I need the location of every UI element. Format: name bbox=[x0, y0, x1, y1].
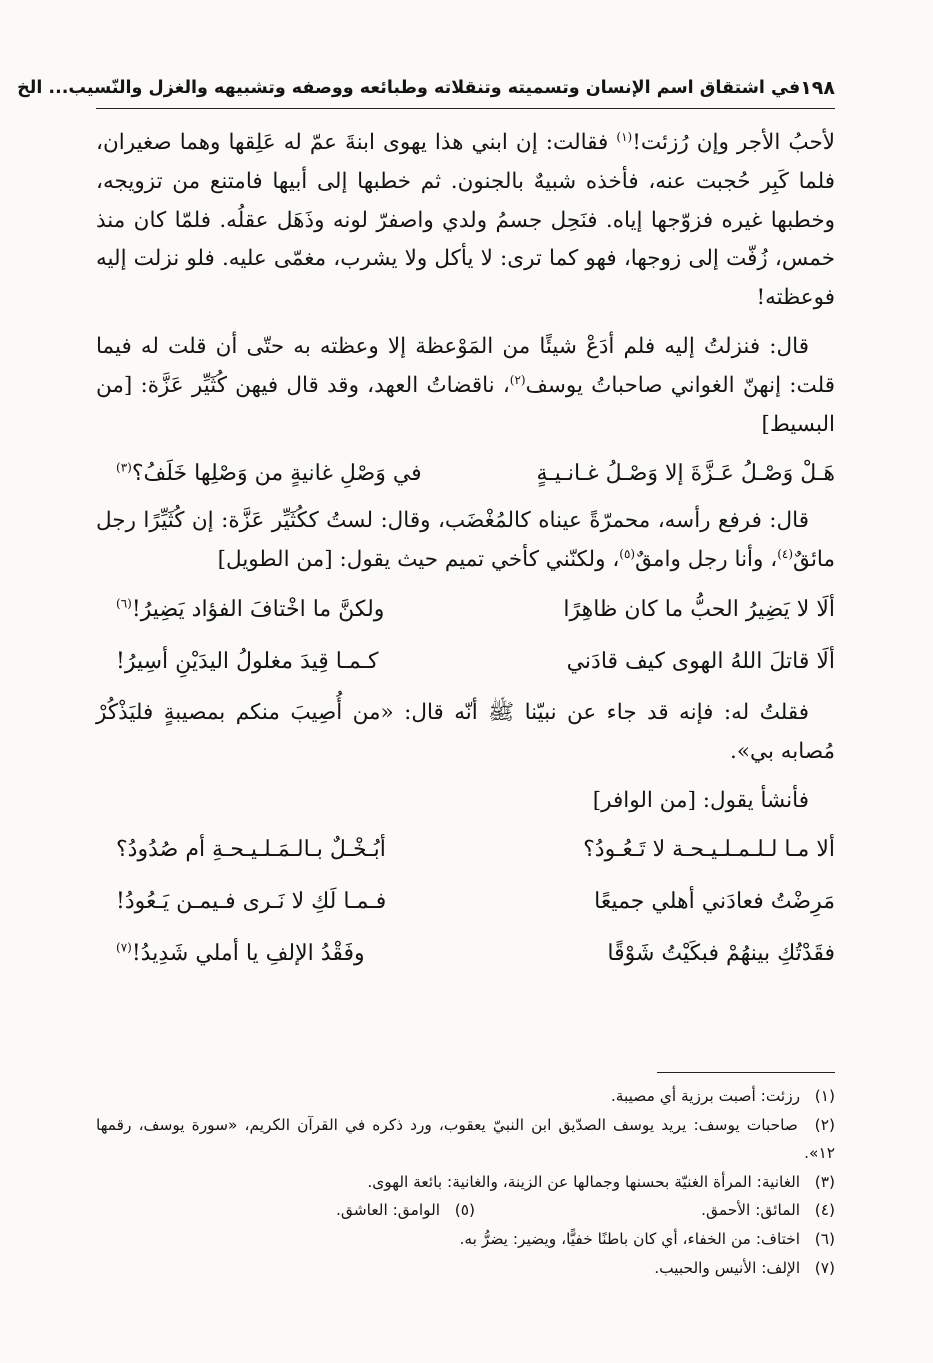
footnote-pair bbox=[96, 1196, 835, 1225]
paragraph-text: قال: فرفع رأسه، محمرّةً عيناه كالمُغْضَب، وقال: لستُ ككُثَيِّر عَزَّة: إن كُثَيِّرًا رجل مائقٌ bbox=[96, 508, 835, 573]
footnote-2 bbox=[96, 1111, 835, 1168]
verse-line-2 bbox=[96, 590, 835, 630]
footnote-3 bbox=[96, 1168, 835, 1197]
paragraph-text: ، وأنا رجل وامقٌ bbox=[635, 547, 778, 573]
footnote-number: (٢) bbox=[814, 1115, 835, 1134]
footnote-text: الإلف: الأنيس والحبيب. bbox=[654, 1258, 801, 1277]
footnote-text: المائق: الأحمق. bbox=[701, 1201, 801, 1220]
verse-hemistich-first: فقَدْتُكِ بينهُمْ فبكَيْتُ شَوْقًا bbox=[607, 941, 835, 967]
verse-line-4 bbox=[96, 830, 835, 870]
paragraph-text: لأحبُ الأجر وإن رُزئت! bbox=[632, 130, 835, 155]
verse-hemistich-first: ألَا لا يَضِيرُ الحبُّ ما كان ظاهِرًا bbox=[563, 596, 835, 622]
verse-block-1 bbox=[96, 590, 835, 682]
footnote-text: صاحبات يوسف: يريد يوسف الصدّيق ابن النبيّ يعقوب، ورد ذكره في القرآن الكريم، «سورة يوسف، رقمها ١٢». bbox=[96, 1115, 835, 1163]
page-number: ١٩٨ bbox=[800, 77, 835, 99]
footnote-number: (٧) bbox=[814, 1258, 835, 1277]
footnote-rule bbox=[657, 1072, 835, 1073]
verse-hemistich-first: ألا مـا لـلـمـلـيـحـة لا تَـعُـودُ؟ bbox=[583, 837, 835, 863]
footnote-number: (١) bbox=[814, 1087, 835, 1105]
footnote-text: الغانية: المرأة الغنيّة بحسنها وجمالها عن الزينة، والغانية: بائعة الهوى. bbox=[367, 1172, 801, 1191]
footnote-ref-7: (٧) bbox=[116, 941, 132, 956]
paragraph-4: فقلتُ له: فإنه قد جاء عن نبيّنا ﷺ أنّه قال: «من أُصِيبَ منكم بمصيبةٍ فليَذْكُرْ مُصابه بي». bbox=[96, 699, 835, 764]
verse-text: في وَصْلِ غانيةٍ من وَصْلِها خَلَفُ؟ bbox=[131, 461, 422, 487]
footnote-number: (٤) bbox=[814, 1201, 835, 1220]
verse-text: ولكنَّ ما اخْتافَ الفؤاد يَضِيرُ! bbox=[131, 596, 385, 622]
footnote-text: رزئت: أصبت برزية أي مصيبة. bbox=[610, 1087, 801, 1105]
footnotes bbox=[96, 1082, 835, 1282]
verse-hemistich-second bbox=[116, 590, 461, 630]
verse-hemistich-second: أبُـخْـلٌ بـالـمَـلـيـحـةِ أم صُدُودُ؟ bbox=[116, 837, 386, 863]
footnote-ref-1: (١) bbox=[616, 129, 633, 144]
footnote-6 bbox=[96, 1225, 835, 1254]
paragraph-text: قال: فنزلتُ إليه فلم أدَعْ شيئًا من المَوْعظة إلا وعظته به حتّى أن قلت له فيما قلت: إنهنّ الغواني صاحباتُ يوسف bbox=[96, 333, 835, 398]
verse-text: وفَقْدُ الإلفِ يا أملي شَدِيدُ! bbox=[131, 941, 365, 967]
verse-hemistich-second: فـمـا لَكِ لا نَـرى فـيمـن يَـعُودُ! bbox=[116, 889, 387, 915]
verse-line-3 bbox=[96, 642, 835, 682]
page-body bbox=[96, 124, 835, 986]
footnote-ref-6: (٦) bbox=[116, 596, 132, 611]
verse-hemistich-second: كـمـا قِيدَ مغلولُ اليدَيْنِ أسِيرُ! bbox=[116, 648, 379, 674]
footnote-number: (٣) bbox=[814, 1172, 835, 1191]
chapter-title: في اشتقاق اسم الإنسان وتسميته وتنقلاته وطبائعه ووصفه وتشبيهه والغزل والنّسيب... الخ bbox=[17, 78, 801, 98]
verse-line-5 bbox=[96, 882, 835, 922]
footnote-ref-5: (٥) bbox=[619, 547, 636, 562]
paragraph-3 bbox=[96, 502, 835, 580]
footnote-text: الوامق: العاشق. bbox=[336, 1201, 441, 1220]
verse-line-1 bbox=[96, 454, 835, 494]
footnote-number: (٥) bbox=[454, 1201, 475, 1220]
verse-hemistich-first: هَـلْ وَصْـلُ عَـزَّةَ إلا وَصْـلُ غـانـيـةٍ bbox=[536, 461, 835, 487]
verse-line-6 bbox=[96, 934, 835, 974]
paragraph-2 bbox=[96, 328, 835, 444]
footnote-ref-4: (٤) bbox=[777, 547, 794, 562]
verse-hemistich-first: مَرِضْتُ فعادَني أهلي جميعًا bbox=[594, 889, 835, 915]
paragraph-text: ، ناقضاتُ العهد، وقد قال فيهن كُثَيِّر عَزَّة: [من البسيط] bbox=[96, 372, 835, 437]
footnote-number: (٦) bbox=[814, 1229, 835, 1248]
footnote-4 bbox=[475, 1196, 835, 1225]
footnote-ref-2: (٢) bbox=[509, 372, 526, 387]
verse-hemistich-first: ألَا قاتلَ اللهُ الهوى كيف قادَني bbox=[566, 648, 835, 674]
paragraph-1 bbox=[96, 124, 835, 318]
verse-block-2 bbox=[96, 830, 835, 974]
header-rule bbox=[96, 108, 835, 109]
paragraph-5: فأنشأ يقول: [من الوافر] bbox=[592, 787, 809, 813]
footnote-7 bbox=[96, 1254, 835, 1283]
paragraph-text: ، ولكنّني كأخي تميم حيث يقول: [من الطويل] bbox=[217, 547, 620, 573]
verse-hemistich-second bbox=[116, 934, 461, 974]
running-head bbox=[17, 70, 835, 106]
footnote-5 bbox=[115, 1196, 475, 1225]
footnote-ref-3: (٣) bbox=[116, 461, 132, 476]
verse-hemistich-second bbox=[116, 454, 461, 494]
paragraph-text: فقالت: إن ابني هذا يهوى ابنةَ عمّ له عَلِقها وهما صغيران، فلما كَبِر حُجبت عنه، فأخذه شبيهٌ بالجنون. ثم خطبها إلى أبيها فامتنع من تزويجه، وخطبها غيره فزوّجها إياه. فنَحِل جسمُ ولدي واصفرّ لونه وذَهَل عقلُه. فلمّا كان منذ خمس، زُفّت إلى زوجها، فهو كما ترى: لا يأكل ولا يشرب، مغمّى عليه. فلو نزلت إليه فوعظته! bbox=[96, 130, 835, 311]
footnote-1 bbox=[96, 1082, 835, 1111]
footnote-text: اختاف: من الخفاء، أي كان باطنًا خفيًّا، ويضير: يضرُّ به. bbox=[459, 1229, 801, 1248]
